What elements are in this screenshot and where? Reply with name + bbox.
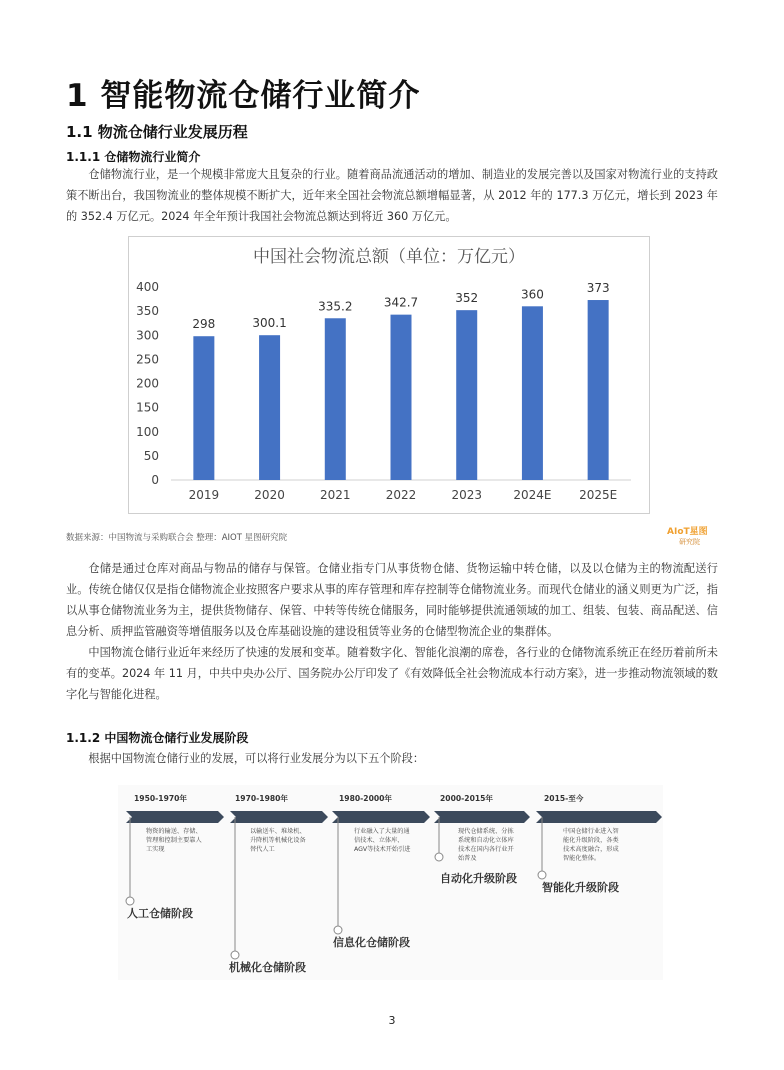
stage-1-desc: 物资的输送、存储、 管理和控制主要靠人 工实现 <box>146 828 202 853</box>
bar-2021 <box>325 318 346 480</box>
stage-5-marker <box>538 871 546 879</box>
stage-2-desc: 以输送车、堆垛机、 升降机等机械化设备 替代人工 <box>250 828 306 853</box>
stage-1-name: 人工仓储阶段 <box>127 907 193 920</box>
paragraph-industry-change: 中国物流仓储行业近年来经历了快速的发展和变革。随着数字化、智能化浪潮的席卷，各行业的仓储物流系统正在经历着前所未有的变革。2024 年 11 月，中共中央办公厅、国务院办公厅印发了《有效降低全社会物流成本行动方案》，进一步推动物流领域的数字化与智能化进程。 <box>66 646 718 701</box>
x-tick-label-2020: 2020 <box>254 488 285 502</box>
timeline-arrow-1 <box>126 811 224 823</box>
subsection-heading-1: 1.1.1 仓储物流行业简介 <box>66 150 201 164</box>
y-tick-label: 400 <box>136 280 159 294</box>
x-tick-label-2025E: 2025E <box>579 488 618 502</box>
stage-4-marker <box>435 853 443 861</box>
data-label-2021: 335.2 <box>318 299 353 314</box>
stage-5-era: 2015-至今 <box>544 794 584 803</box>
timeline-arrow-5 <box>536 811 662 823</box>
y-tick-label: 100 <box>136 424 159 439</box>
y-tick-label: 200 <box>136 376 159 391</box>
data-label-2023: 352 <box>455 291 479 306</box>
y-tick-label: 300 <box>136 328 159 343</box>
section-heading: 1.1 物流仓储行业发展历程 <box>66 123 248 141</box>
stage-5-name: 智能化升级阶段 <box>542 881 619 894</box>
data-label-2022: 342.7 <box>383 295 419 310</box>
stage-2-name: 机械化仓储阶段 <box>229 961 306 974</box>
stage-1-era: 1950-1970年 <box>134 794 188 803</box>
stage-5-desc: 中国仓储行业进入智 能化升级阶段，各类 技术高度融合，形成 智能化整体。 <box>563 828 619 862</box>
stage-1-marker <box>126 897 134 905</box>
x-tick-label-2023: 2023 <box>451 488 482 502</box>
y-tick-label: 350 <box>136 304 159 319</box>
paragraph-warehousing-definition: 仓储是通过仓库对商品与物品的储存与保管。仓储业指专门从事货物仓储、货物运输中转仓储，以及以仓储为主的物流配送行业。传统仓储仅仅是指仓储物流企业按照客户要求从事的库存管理和库存控制等仓储物流业务。而现代仓储业的涵义则更为广泛，指以从事仓储物流业务为主，提供货物储存、保管、中转等传统仓储服务，同时能够提供流通领域的加工、组装、包装、商品配送、信息分析、质押监管融资等增值服务以及仓库基础设施的建设租赁等业务的仓储型物流企业的集群体。 <box>66 562 718 638</box>
chart-title: 中国社会物流总额（单位：万亿元） <box>253 247 525 267</box>
data-label-2025E: 373 <box>586 281 610 296</box>
logo-text-top: AIoT星图 <box>667 527 708 537</box>
data-label-2019: 298 <box>192 317 216 332</box>
timeline-arrow-2 <box>230 811 328 823</box>
bar-2020 <box>259 335 280 480</box>
stage-3-desc: 行业融入了大量的通 信技术、立体库、 AGV等技术开始引进 <box>354 828 411 853</box>
stage-3-marker <box>334 926 342 934</box>
data-label-2024E: 360 <box>520 287 544 302</box>
bar-2019 <box>193 336 214 480</box>
stage-2-era: 1970-1980年 <box>235 794 289 803</box>
page-number: 3 <box>388 1014 396 1027</box>
page-title: 1 智能物流仓储行业简介 <box>66 78 421 114</box>
timeline-arrow-3 <box>332 811 430 823</box>
y-tick-label: 0 <box>151 473 159 487</box>
x-tick-label-2022: 2022 <box>385 488 417 502</box>
paragraph-stages-intro: 根据中国物流仓储行业的发展，可以将行业发展分为以下五个阶段： <box>88 752 425 765</box>
bar-chart-svg <box>129 237 649 513</box>
x-tick-label-2024E: 2024E <box>513 488 552 502</box>
data-source-note: 数据来源：中国物流与采购联合会 整理：AIOT 星图研究院 <box>66 533 288 543</box>
x-tick-label-2019: 2019 <box>188 488 220 502</box>
logo-text-bottom: 研究院 <box>679 538 700 546</box>
bar-2023 <box>456 310 477 480</box>
y-tick-label: 250 <box>136 352 159 367</box>
stage-3-name: 信息化仓储阶段 <box>333 936 410 949</box>
data-label-2020: 300.1 <box>252 316 287 331</box>
logistics-total-chart <box>128 236 650 514</box>
development-stages-timeline <box>118 785 663 980</box>
bar-2022 <box>391 315 412 480</box>
y-tick-label: 50 <box>143 448 159 463</box>
y-tick-label: 150 <box>136 400 159 415</box>
stage-4-desc: 现代仓储系统、分拣 系统和自动化立体库 技术在国内各行业开 始普及 <box>458 828 514 862</box>
stage-4-era: 2000-2015年 <box>440 794 494 803</box>
timeline-arrow-4 <box>434 811 530 823</box>
stage-3-era: 1980-2000年 <box>339 794 393 803</box>
bar-2024E <box>522 306 543 480</box>
stage-4-name: 自动化升级阶段 <box>440 872 517 885</box>
subsection-heading-2: 1.1.2 中国物流仓储行业发展阶段 <box>66 731 249 745</box>
paragraph-logistics-scale: 仓储物流行业，是一个规模非常庞大且复杂的行业。随着商品流通活动的增加、制造业的发展完善以及国家对物流行业的支持政策不断出台，我国物流业的整体规模不断扩大，近年来全国社会物流总额增幅显著，从 2012 年的 177.3 万亿元，增长到 2023 年的 352.4 万亿元。2024 年全年预计我国社会物流总额达到将近 360 万亿元。 <box>66 168 718 223</box>
bar-2025E <box>588 300 609 480</box>
x-tick-label-2021: 2021 <box>320 488 351 502</box>
stage-2-marker <box>231 951 239 959</box>
aiot-logo <box>665 524 717 546</box>
